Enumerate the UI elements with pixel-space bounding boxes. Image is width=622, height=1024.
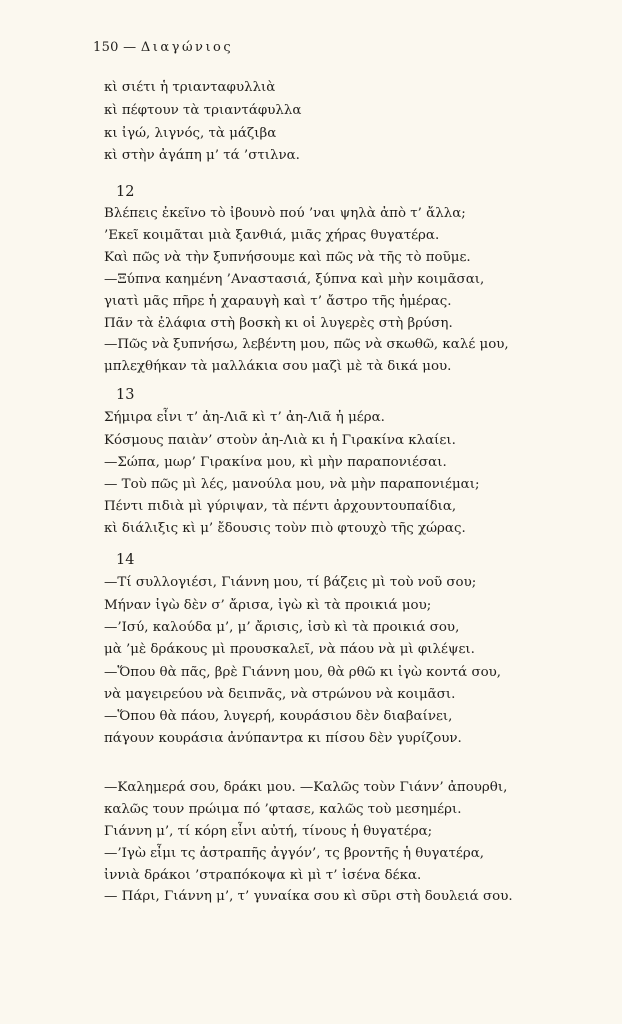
verse-line: —Σώπα, μωρ’ Γιρακίνα μου, κὶ μὴν παραπονιέσαι. (104, 455, 447, 470)
verse-line: κὶ σιέτι ἡ τριανταφυλλιὰ (104, 80, 276, 95)
verse-line: — Πάρι, Γιάννη μ’, τ’ γυναίκα σου κὶ σῦρι στὴ δουλειά σου. (104, 889, 513, 904)
verse-line: —Ξύπνα καημένη ’Αναστασιά, ξύπνα καὶ μὴν κοιμᾶσαι, (104, 272, 485, 287)
verse-line: Βλέπεις ἐκεῖνο τὸ ἰβουνὸ πού ’ναι ψηλὰ ἀπὸ τ’ ἄλλα; (104, 206, 466, 221)
verse-line: ἰννιὰ δράκοι ’στραπόκοψα κὶ μὶ τ’ ἰσένα δέκα. (104, 868, 422, 883)
verse-line: κὶ διάλιξις κὶ μ’ ἔδουσις τοὺν πιὸ φτουχὸ τῆς χώρας. (104, 521, 466, 536)
verse-line: πάγουν κουράσια ἀνύπαντρα κι πίσου δὲν γυρίζουν. (104, 731, 462, 746)
running-head (93, 40, 233, 55)
verse-line: γιατὶ μᾶς πῆρε ἡ χαραυγὴ καὶ τ’ ἄστρο τῆς ἡμέρας. (104, 294, 452, 309)
verse-line: —’Ιγὼ εἶμι τς ἀστραπῆς ἀγγόν’, τς βροντῆς ἡ θυγατέρα, (104, 846, 484, 861)
verse-line: —Ὅπου θὰ πάου, λυγερή, κουράσιου δὲν διαβαίνει, (104, 709, 453, 724)
verse-line: μὰ ’μὲ δράκους μὶ προυσκαλεῖ, νὰ πάου νὰ μὶ φιλέψει. (104, 642, 475, 657)
verse-line: μπλεχθήκαν τὰ μαλλάκια σου μαζὶ μὲ τὰ δικά μου. (104, 359, 452, 374)
section-number: 12 (116, 184, 135, 200)
verse-line: Γιάννη μ’, τί κόρη εἶνι αὐτή, τίνους ἡ θυγατέρα; (104, 824, 433, 839)
verse-line: Πέντι πιδιὰ μὶ γύριψαν, τὰ πέντι ἀρχουντουπαίδια, (104, 499, 457, 514)
verse-line: —Ὅπου θὰ πᾶς, βρὲ Γιάννη μου, θὰ ρθῶ κι ἰγὼ κοντά σου, (104, 665, 502, 680)
verse-line: ’Εκεῖ κοιμᾶται μιὰ ξανθιά, μιᾶς χήρας θυγατέρα. (104, 228, 440, 243)
verse-line: κὶ πέφτουν τὰ τριαντάφυλλα (104, 103, 302, 118)
verse-line: — Τοὺ πῶς μὶ λές, μανούλα μου, νὰ μὴν παραπονιέμαι; (104, 477, 480, 492)
verse-line: Καὶ πῶς νὰ τὴν ξυπνήσουμε καὶ πῶς νὰ τῆς τὸ ποῦμε. (104, 250, 471, 265)
running-head-title: Διαγώνιος (140, 40, 234, 55)
verse-line: —Τί συλλογιέσι, Γιάννη μου, τί βάζεις μὶ τοὺ νοῦ σου; (104, 575, 477, 590)
page-number: 150 (93, 40, 119, 55)
verse-line: νὰ μαγειρεύου νὰ δειπνᾶς, νὰ στρώνου νὰ κοιμᾶσι. (104, 687, 456, 702)
verse-line: κὶ στὴν ἀγάπη μ’ τά ’στιλνα. (104, 148, 300, 163)
verse-line: Κόσμους παιὰν’ στοὺν ἀη-Λιὰ κι ἡ Γιρακίνα κλαίει. (104, 433, 456, 448)
section-number: 14 (116, 552, 135, 568)
verse-line: —’Ισύ, καλούδα μ’, μ’ ἄρισις, ἰσὺ κὶ τὰ προικιά σου, (104, 620, 460, 635)
verse-line: καλῶς τουν πρώιμα πό ’φτασε, καλῶς τοὺ μεσημέρι. (104, 802, 462, 817)
verse-line: —Καλημερά σου, δράκι μου. —Καλῶς τοὺν Γιάνν’ ἀπουρθι, (104, 780, 508, 795)
verse-line: —Πῶς νὰ ξυπνήσω, λεβέντη μου, πῶς νὰ σκωθῶ, καλέ μου, (104, 337, 509, 352)
running-head-separator: — (123, 40, 137, 55)
section-number: 13 (116, 387, 135, 403)
verse-line: κι ἰγώ, λιγνός, τὰ μάζιβα (104, 126, 277, 141)
verse-line: Πᾶν τὰ ἐλάφια στὴ βοσκὴ κι οἱ λυγερὲς στὴ βρύση. (104, 316, 453, 331)
verse-line: Σήμιρα εἶνι τ’ ἀη-Λιᾶ κὶ τ’ ἀη-Λιᾶ ἡ μέρα. (104, 410, 385, 425)
verse-line: Μήναν ἰγὼ δὲν σ’ ἄρισα, ἰγὼ κὶ τὰ προικιά μου; (104, 598, 432, 613)
